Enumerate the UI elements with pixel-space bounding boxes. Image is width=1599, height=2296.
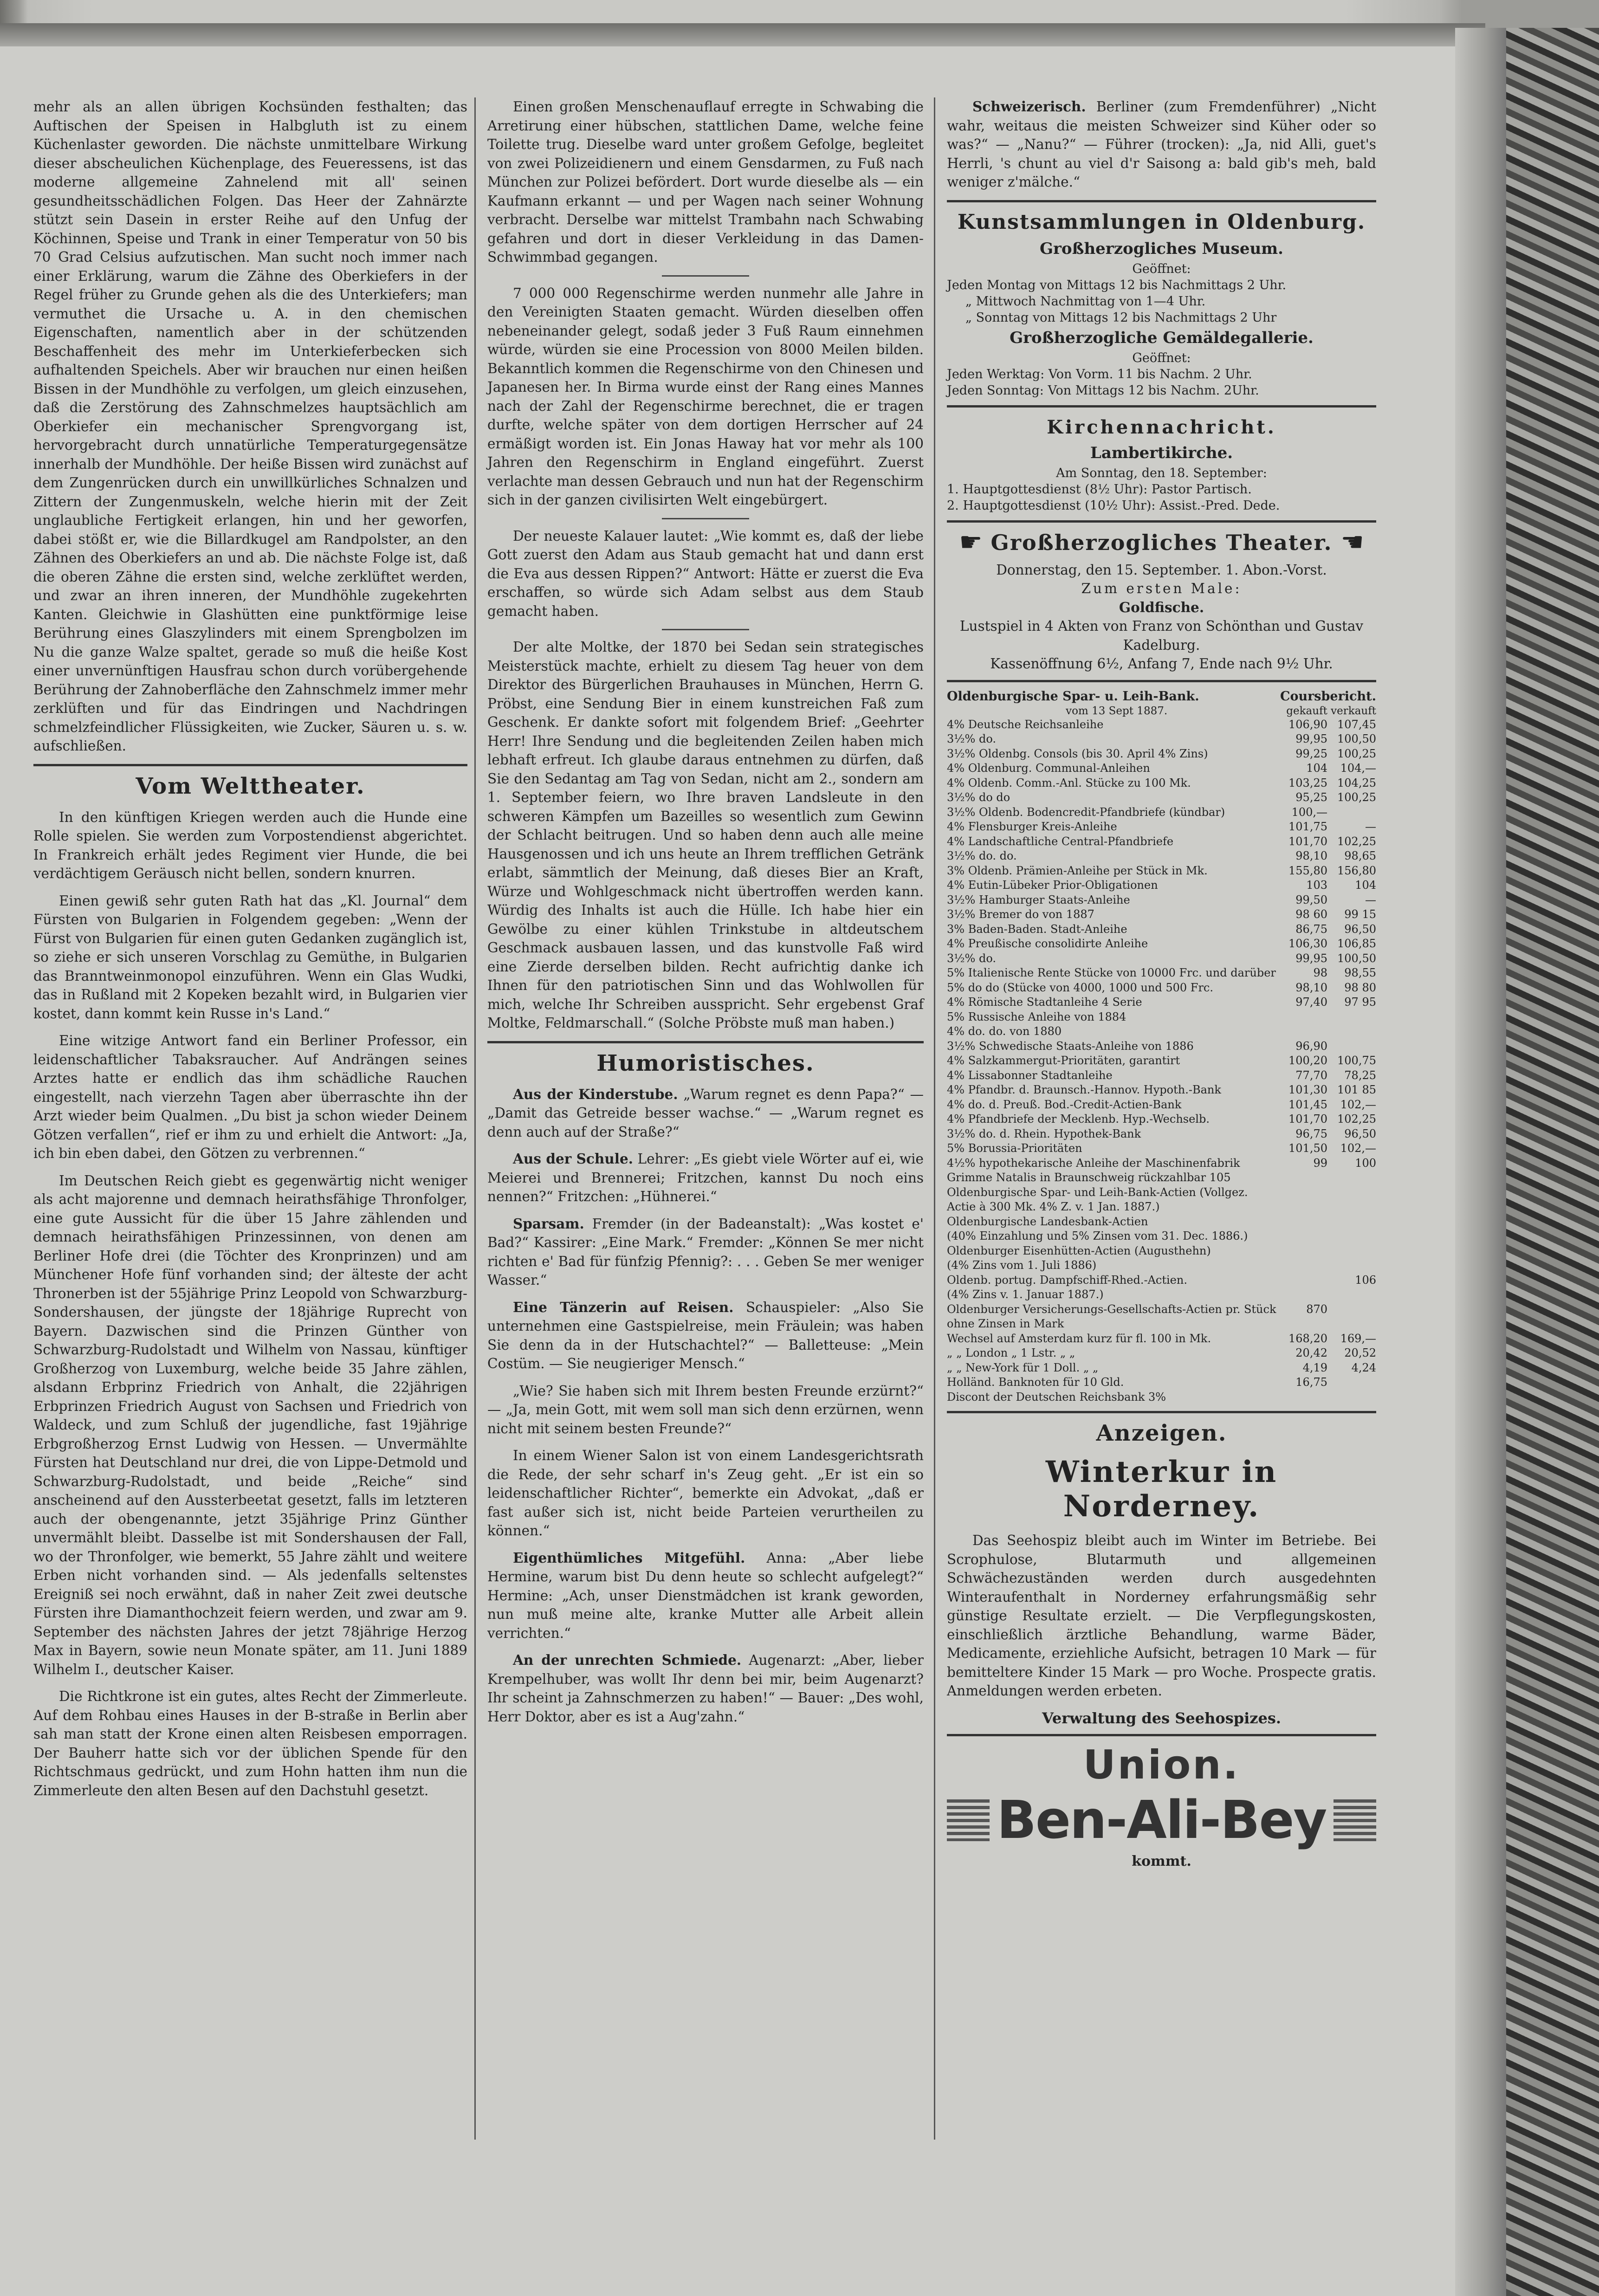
stock-row [947, 1346, 1376, 1361]
gallery-heading: Großherzogliche Gemäldegallerie. [1010, 328, 1314, 347]
divider [947, 1734, 1376, 1736]
stock-price-sold: 4,24 [1351, 1361, 1376, 1374]
divider [662, 629, 749, 630]
stock-name: (40% Einzahlung und 5% Zinsen vom 31. Dec. 1886.) [947, 1229, 1248, 1242]
stock-row [947, 1332, 1376, 1346]
stock-price-sold: 99 15 [1344, 908, 1376, 921]
stock-price-sold: 100,25 [1337, 791, 1376, 804]
stock-price-bought: 101,50 [1288, 1142, 1327, 1155]
stock-row [947, 893, 1376, 908]
ad-winterkur-text: Das Seehospiz bleibt auch im Winter im Betriebe. Bei Scrophulose, Blutarmuth und allgemeinen Schwächezuständen werden durch ausgedehnten Winteraufenthalt in Norderney erfahrungsmäßig sehr günstige Resultate erzielt. — Die Verpflegungskosten, einschließlich ärztliche Behandlung, warme Bäder, Medicamente, erziehliche Aufsicht, betragen 10 Mark — für bemitteltere Kinder 15 Mark — pro Woche. Prospecte gratis. Anmeldungen werden erbeten. [947, 1533, 1376, 1699]
stock-name: 3½% Hamburger Staats-Anleihe [947, 893, 1130, 906]
stock-name: 4% Pfandbriefe der Mecklenb. Hyp.-Wechselb. [947, 1112, 1210, 1125]
section-heading-welttheater: Vom Welttheater. [136, 773, 365, 799]
stock-price-sold [1327, 1039, 1376, 1054]
stock-price-sold [1327, 1010, 1376, 1025]
kunst-title: Kunstsammlungen in Oldenburg. [957, 210, 1366, 234]
column-rule-2 [934, 97, 935, 2140]
stock-price-bought [1279, 1258, 1327, 1273]
stock-price-sold [1327, 1258, 1376, 1273]
report-title: Coursbericht. [1280, 689, 1376, 704]
stock-price-sold: 100,25 [1337, 747, 1376, 760]
article-moltke: Der alte Moltke, der 1870 bei Sedan sein strategisches Meisterstück machte, erhielt zu diesem Tag heuer von dem Direktor des Bürgerlichen Brauhauses in München, Herrn G. Pröbst, eine Sendung Bier in einem kunstreichen Faß zum Geschenk. Er dankte sofort mit folgendem Brief: „Geehrter Herr! Ihre Sendung und die begleitenden Zeilen haben mich lebhaft erfreut. Ich glaube daraus entnehmen zu dürfen, daß Sie den Sedantag am Tag von Sedan, nicht am 2., sondern am 1. September feiern, wo Ihre braven Landsleute in den schweren Kämpfen um Bazeilles so wesentlich zum Gewinn der Schlacht beitrugen. Und so haben denn auch alle meine Hausgenossen und ich uns heute an Ihrem trefflichen Getränk erlabt, sämmtlich der Meinung, daß dieses Bier an Kraft, Würze und Wohlgeschmack nicht übertroffen werden kann. Würdig des Inhalts ist auch die Hülle. Ich habe hier ein Gewölbe zu einer kühlen Trinkstube in altdeutschem Geschmack ausbauen lassen, und das kunstvolle Faß wird eine Zierde derselben bilden. Recht aufrichtig danke ich Ihnen für den patriotischen Sinn und das Wohlwollen für mich, welche Ihr Schreiben ausspricht. Sehr ergebenst Graf Moltke, Feldmarschall.“ (Solche Pröbste muß man haben.) [487, 639, 924, 1031]
stock-price-sold: 107,45 [1337, 718, 1376, 731]
article-richtkrone: Die Richtkrone ist ein gutes, altes Recht der Zimmerleute. Auf dem Rohbau eines Hauses in der B-straße in Berlin aber sah man statt der Krone einen alten Reisbesen emporragen. Der Bauherr hatte sich vor der üblichen Spende für den Richtschmaus gedrückt, und zum Hohn hatten ihm nun die Zimmerleute den alten Besen auf den Dachstuhl gesetzt. [33, 1688, 467, 1798]
stock-price-bought: 96,90 [1295, 1039, 1327, 1053]
stock-row [947, 834, 1376, 849]
stock-price-sold: 104,— [1340, 762, 1376, 775]
stock-row [947, 1229, 1376, 1244]
joke-text: Fremder (in der Badeanstalt): „Was kostet e' Bad?“ Kassirer: „Eine Mark.“ Fremder: „Können Se mer nicht richten e' Bad für fünfzig Pfennig?: . . . Geben Se mer weniger Wasser.“ [487, 1216, 924, 1288]
stock-name: 4% Preußische consolidirte Anleihe [947, 937, 1148, 950]
stock-price-bought: 98 [1313, 966, 1327, 979]
stock-price-sold: 100,50 [1337, 732, 1376, 745]
joke-text: „Wie? Sie haben sich mit Ihrem besten Freunde erzürnt?“ — „Ja, mein Gott, mit wem soll man sich denn erzürnen, wenn nicht mit seinem besten Freunde?“ [487, 1383, 924, 1436]
stock-name: „ „ New-York für 1 Doll. „ „ [947, 1361, 1099, 1374]
stock-name: Holländ. Banknoten für 10 Gld. [947, 1376, 1124, 1389]
joke-heading: Eine Tänzerin auf Reisen. [513, 1299, 734, 1315]
stock-price-bought: 155,80 [1288, 864, 1327, 877]
stock-row [947, 1068, 1376, 1083]
column-2 [487, 97, 924, 1734]
stock-price-bought: 870 [1306, 1302, 1327, 1316]
stock-row [947, 981, 1376, 996]
ad-benali-name: Ben-Ali-Bey [997, 1790, 1327, 1850]
stock-row [947, 951, 1376, 966]
divider [487, 1041, 924, 1043]
stock-price-bought: 106,90 [1288, 718, 1327, 731]
theater-description: Lustspiel in 4 Akten von Franz von Schönthan und Gustav Kadelburg. [959, 618, 1364, 653]
stock-name: 3½% do. [947, 951, 996, 965]
theater-header [947, 529, 1376, 556]
article-cooking-heat: mehr als an allen übrigen Kochsünden festhalten; das Auftischen der Speisen in Halbgluth ist zu einem Küchenlaster geworden. Die nächste unmittelbare Wirkung dieser abscheulichen Küchenplage, des Feueressens, ist das moderne allgemeine Zahnelend mit all' seinen gesundheitsschädlichen Folgen. Das Heer der Zahnärzte stützt sein Dasein in erster Reihe auf den Unfug der Köchinnen, Speise und Trank in einer Temperatur von 50 bis 70 Grad Celsius aufzutischen. Man sucht noch immer nach einer Erklärung, warum die Zähne des Oberkiefers in der Regel früher zu Grunde gehen als die des Unterkiefers; man vermuthet die Ursache u. A. in den chemischen Eigenschaften, namentlich aber in der schützenden Beschaffenheit des mehr im Unterkieferbecken sich aufhaltenden Speichels. Aber wir brauchen nur einen heißen Bissen in der Mundhöhle zu verfolgen, um gleich einzusehen, daß die Zerstörung des Zahnschmelzes hauptsächlich am Oberkiefer ein mechanischer Sprengvorgang ist, hervorgebracht durch unnatürliche Temperaturgegensätze innerhalb der Mundhöhle. Der heiße Bissen wird zunächst auf dem Zungenrücken durch ein unwillkürliches Schnalzen und Zittern der Zungenmuskeln, welche hierin mit der Zeit unglaubliche Fertigkeit erlangen, hin und her geworfen, dabei stößt er, wie die Billardkugel am Randpolster, an den Zähnen des Oberkiefers an und ab. Die nächste Folge ist, daß die oberen Zähne die ersten sind, welche zerklüftet werden, und zwar an ihren inneren, der Mundhöhle zugekehrten Kanten. Gleichwie in Glashütten eine punktförmige leise Berührung eines Glaszylinders mit einem Sprengbolzen im Nu die ganze Walze spaltet, gerade so muß die heiße Kost einer unvernünftigen Hausfrau schon durch vorübergehende Berührung der Zahnoberfläche den Zahnschmelz immer mehr zerklüften und für das Eindringen und Nachdringen schmelzfeindlicher Flüssigkeiten, wie Zucker, Säuren u. s. w. aufschließen. [33, 99, 467, 754]
article-bulgaria: Einen gewiß sehr guten Rath hat das „Kl. Journal“ dem Fürsten von Bulgarien in Folgendem gegeben: „Wenn der Fürst von Bulgarien für einen guten Gedanken zugänglich ist, so ziehe er sich unseren Vorschlag zu Gemüthe, in Bulgarien das Branntweinmonopol einzuführen. Wenn ein Glas Wudki, das in Rußland mit 2 Kopeken bezahlt wird, in Bulgarien vier kostet, dann kommt kein Russe in's Land.“ [33, 893, 467, 1022]
stock-price-bought [1279, 1024, 1327, 1039]
stock-price-bought: 16,75 [1295, 1376, 1327, 1389]
theater-title: Großherzogliches Theater. [990, 530, 1333, 555]
stock-price-sold: 104,25 [1337, 776, 1376, 789]
stock-row [947, 995, 1376, 1010]
divider [662, 518, 749, 519]
theater-play: Goldfische. [1119, 599, 1204, 615]
stock-price-bought [1279, 1390, 1327, 1405]
stock-row [947, 1024, 1376, 1039]
stock-price-sold: 169,— [1340, 1332, 1376, 1345]
joke-text: In einem Wiener Salon ist von einem Landesgerichtsrath die Rede, der sehr scharf in's Zeug geht. „Er ist ein so leidenschaftlicher Richter“, bemerkte ein Advokat, „daß er fast außer sich ist, nicht beide Parteien verurtheilen zu können.“ [487, 1448, 924, 1539]
ad-benali-banner [947, 1790, 1376, 1850]
museum-hours-1: Jeden Montag von Mittags 12 bis Nachmittags 2 Uhr. [947, 278, 1287, 292]
stock-name: 3½% Bremer do von 1887 [947, 908, 1094, 921]
joke-heading: Eigenthümliches Mitgefühl. [513, 1549, 745, 1566]
stock-price-sold: 101 85 [1337, 1083, 1376, 1096]
stock-row [947, 790, 1376, 805]
museum-heading: Großherzogliches Museum. [1039, 239, 1283, 258]
stock-name: Oldenburgische Landesbank-Actien [947, 1215, 1148, 1228]
ad-benali-kommt: kommt. [1132, 1853, 1191, 1869]
stock-row [947, 849, 1376, 864]
divider [947, 405, 1376, 407]
stock-price-bought [1279, 1185, 1327, 1215]
stock-price-bought [1279, 1244, 1327, 1259]
gallery-open-label: Geöffnet: [1132, 350, 1191, 365]
stock-table-subheader [947, 705, 1376, 718]
stock-price-bought: 106,30 [1288, 937, 1327, 950]
divider [947, 1411, 1376, 1413]
stock-row [947, 747, 1376, 762]
stock-row [947, 761, 1376, 776]
stock-price-bought: 4,19 [1302, 1361, 1327, 1374]
joke-text: Lehrer: „Es giebt viele Wörter auf ei, wie Meierei und Brennerei; Fritzchen, kannst Du noch eins nennen?“ Fritzchen: „Hühnerei.“ [487, 1151, 924, 1204]
stock-row [947, 1390, 1376, 1405]
stock-price-sold: 98 80 [1344, 981, 1376, 994]
stock-name: 4½% hypothekarische Anleihe der Maschinenfabrik Grimme Natalis in Braunschweig rückzahlbar 105 [947, 1156, 1240, 1184]
divider [947, 520, 1376, 523]
ad-winterkur-sign: Verwaltung des Seehospizes. [1042, 1709, 1281, 1727]
stock-row [947, 937, 1376, 951]
stock-name: 4% do. d. Preuß. Bod.-Credit-Actien-Bank [947, 1098, 1182, 1111]
stock-row [947, 966, 1376, 981]
stock-row [947, 1010, 1376, 1025]
stock-price-sold [1327, 1302, 1376, 1332]
stock-price-bought: 95,25 [1295, 791, 1327, 804]
church-service-1: 1. Hauptgottesdienst (8½ Uhr): Pastor Partisch. [947, 482, 1252, 497]
stock-price-sold: 78,25 [1344, 1068, 1376, 1082]
stock-name: „ „ London „ 1 Lstr. „ „ [947, 1346, 1075, 1359]
article-dogs: In den künftigen Kriegen werden auch die Hunde eine Rolle spielen. Sie werden zum Vorpostendienst abgerichtet. In Frankreich erhält jedes Regiment vier Hunde, die bei verdächtigem Geräusch nicht bellen, sondern knurren. [33, 809, 467, 881]
stock-name: 3½% do. do. [947, 849, 1017, 862]
divider [33, 764, 467, 766]
stock-price-bought: 101,45 [1288, 1098, 1327, 1111]
stock-price-sold [1327, 1215, 1376, 1229]
stock-row [947, 805, 1376, 820]
stock-name: 3½% do. [947, 732, 996, 745]
stock-row [947, 1054, 1376, 1068]
divider [947, 680, 1376, 682]
stock-table [947, 718, 1376, 1405]
stock-price-sold: 106,85 [1337, 937, 1376, 950]
joke-heading: Aus der Kinderstube. [513, 1086, 678, 1102]
church-title: Kirchennachricht. [1047, 416, 1276, 438]
stock-price-sold: — [1365, 893, 1376, 906]
pointing-hand-left-icon: ☚ [1340, 527, 1364, 557]
joke-heading: Aus der Schule. [513, 1151, 634, 1167]
stock-name: (4% Zins v. 1. Januar 1887.) [947, 1288, 1104, 1301]
stock-name: Oldenburgische Spar- und Leih-Bank-Actien (Vollgez. Actie à 300 Mk. 4% Z. v. 1 Jan. 1887.) [947, 1185, 1248, 1213]
stock-name: 4% Deutsche Reichsanleihe [947, 718, 1104, 731]
stock-name: 4% Oldenburg. Communal-Anleihen [947, 762, 1150, 775]
article-tobacco: Eine witzige Antwort fand ein Berliner Professor, ein leidenschaftlicher Tabaksraucher. Auf Andrängen seines Arztes hatte er endlich das ihm schädliche Rauchen eingestellt, nach vierzehn Tagen aber überraschte ihn der Arzt wieder beim Qualmen. „Du bist ja schon wieder Deinem Götzen verfallen“, rief er ihm zu und erhielt die Antwort: „Ja, ich bin eben dabei, den Götzen zu verbrennen.“ [33, 1033, 467, 1161]
article-kalauer: Der neueste Kalauer lautet: „Wie kommt es, daß der liebe Gott zuerst den Adam aus Staub gemacht hat und dann erst die Eva aus dessen Rippen?“ Antwort: Hätte er zuerst die Eva erschaffen, so würde sich Adam selbst aus dem Staub gemacht haben. [487, 528, 924, 619]
stock-price-sold: — [1365, 820, 1376, 833]
stock-name: 4% Flensburger Kreis-Anleihe [947, 820, 1117, 833]
stock-price-sold: 98,55 [1344, 966, 1376, 979]
museum-open-label: Geöffnet: [1132, 261, 1191, 276]
stock-price-bought [1279, 1229, 1327, 1244]
column-3 [947, 97, 1376, 1871]
stock-price-sold [1327, 1375, 1376, 1390]
stock-price-sold: 98,65 [1344, 849, 1376, 862]
stock-row [947, 907, 1376, 922]
stock-row [947, 1244, 1376, 1259]
stock-price-sold: 100,75 [1337, 1054, 1376, 1067]
joke-text: Anna: „Aber liebe Hermine, warum bist Du denn heute so schlecht aufgelegt?“ Hermine: „Ach, unser Dienstmädchen ist krank geworden, nun muß meine alte, kranke Mutter alle Arbeit allein verrichten.“ [487, 1550, 924, 1641]
stock-row [947, 1361, 1376, 1376]
column-rule-1 [474, 97, 476, 2140]
stock-row [947, 1039, 1376, 1054]
col-sold-label: verkauft [1331, 705, 1376, 717]
stock-name: 4% Eutin-Lübeker Prior-Obligationen [947, 879, 1158, 892]
stock-name: 5% Italienische Rente Stücke von 10000 Frc. und darüber [947, 966, 1276, 979]
stock-price-bought: 86,75 [1295, 922, 1327, 936]
pointing-hand-right-icon: ☛ [959, 527, 983, 557]
stock-name: 3% Oldenb. Prämien-Anleihe per Stück in Mk. [947, 864, 1208, 877]
stock-row [947, 820, 1376, 834]
joke-heading: Schweizerisch. [972, 98, 1086, 115]
stock-name: 3½% do do [947, 791, 1010, 804]
stock-price-sold [1327, 805, 1376, 820]
stock-price-sold [1327, 1287, 1376, 1302]
stock-price-bought: 98,10 [1295, 849, 1327, 862]
stock-price-sold: 156,80 [1337, 864, 1376, 877]
stock-price-bought: 101,30 [1288, 1083, 1327, 1096]
stock-price-sold [1327, 1244, 1376, 1259]
article-schwabing: Einen großen Menschenauflauf erregte in Schwabing die Arretirung einer hübschen, stattlichen Dame, welche feine Toilette trug. Dieselbe ward unter großem Gefolge, begleitet von zwei Polizeidienern und einem Gensdarmen, zu Fuß nach München zur Polizei befördert. Dort wurde dieselbe als — ein Kaufmann erkannt — und per Wagen nach seiner Wohnung verbracht. Derselbe war mittelst Trambahn nach Schwabing gefahren und dort in dieser Verkleidung in das Damen-Schwimmbad gegangen. [487, 99, 924, 265]
article-umbrellas: 7 000 000 Regenschirme werden nunmehr alle Jahre in den Vereinigten Staaten gemacht. Würden dieselben offen nebeneinander gelegt, sodaß jeder 3 Fuß Raum einnehmen würde, würden sie eine Procession von 8000 Meilen bilden. Bekanntlich kommen die Regenschirme von den Chinesen und Japanesen her. In Birma wurde einst der Rang eines Mannes nach der Zahl der Regenschirme berechnet, die er tragen durfte, welche später von dem dortigen Herrscher auf 24 ermäßigt worden ist. Ein Jonas Haway hat vor mehr als 100 Jahren den Regenschirm in England eingeführt. Zuerst verlachte man dessen Gebrauch und nun hat der Regenschirm sich in der ganzen civilisirten Welt eingebürgert. [487, 285, 924, 508]
stock-name: 3½% do. d. Rhein. Hypothek-Bank [947, 1127, 1141, 1140]
stock-price-sold: 102,— [1340, 1142, 1376, 1155]
stock-name: 4% Römische Stadtanleihe 4 Serie [947, 996, 1142, 1009]
stock-price-sold: 102,25 [1337, 1112, 1376, 1125]
stock-price-sold: 102,25 [1337, 834, 1376, 848]
stock-row [947, 1273, 1376, 1288]
stock-name: 3½% Oldenbg. Consols (bis 30. April 4% Zins) [947, 747, 1208, 760]
stock-price-bought: 98,10 [1295, 981, 1327, 994]
stock-price-sold: 96,50 [1344, 922, 1376, 936]
stock-name: 3½% Schwedische Staats-Anleihe von 1886 [947, 1039, 1194, 1053]
stock-price-bought: 100,20 [1288, 1054, 1327, 1067]
page-edge [1455, 28, 1506, 2296]
stock-price-bought: 100,— [1291, 805, 1327, 819]
stock-row [947, 718, 1376, 732]
stock-row [947, 1112, 1376, 1127]
stock-row [947, 732, 1376, 747]
stock-name: 5% Borussia-Prioritäten [947, 1142, 1082, 1155]
stock-price-bought: 77,70 [1295, 1068, 1327, 1082]
book-binding [1506, 28, 1599, 2296]
stock-price-sold [1327, 1390, 1376, 1405]
stock-name: Wechsel auf Amsterdam kurz für fl. 100 in Mk. [947, 1332, 1211, 1345]
stock-price-bought [1279, 1287, 1327, 1302]
stock-price-bought: 99,95 [1295, 951, 1327, 965]
stock-price-sold: 100,50 [1337, 951, 1376, 965]
stock-price-bought: 101,70 [1288, 834, 1327, 848]
gallery-hours-2: Jeden Sonntag: Von Mittags 12 bis Nachm. 2Uhr. [947, 383, 1259, 398]
stock-price-sold [1327, 1229, 1376, 1244]
stock-row [947, 1083, 1376, 1098]
stock-price-bought: 98 60 [1295, 908, 1327, 921]
stock-price-sold: 97 95 [1344, 996, 1376, 1009]
stock-row [947, 1375, 1376, 1390]
stock-price-bought: 168,20 [1288, 1332, 1327, 1345]
stock-table-header [947, 689, 1376, 705]
museum-hours-3: „ Sonntag von Mittags 12 bis Nachmittags 2 Uhr [965, 310, 1277, 325]
page-top-shadow [0, 23, 1485, 46]
article-heirs: Im Deutschen Reich giebt es gegenwärtig nicht weniger als acht majorenne und demnach heirathsfähige Thronfolger, eine gute Aussicht für die über 15 Jahre zählenden und demnach heirathsfähigen Prinzessinnen, von denen am Berliner Hofe drei (die Töchter des Kronprinzen) und am Münchener Hofe fünf vorhanden sind; der älteste der acht Thronerben ist der 55jährige Prinz Leopold von Schwarzburg-Sondershausen, der jüngste der 18jährige Ruprecht von Bayern. Dazwischen sind die Prinzen Günther von Schwarzburg-Rudolstadt und Wilhelm von Nassau, künftiger Großherzog von Luxemburg, welche beide 35 Jahre zählen, alsdann Erbprinz Friedrich von Anhalt, die 22jährigen Erbprinzen Friedrich August von Sachsen und Friedrich von Waldeck, und zum Schluß der jugendliche, fast 19jährige Erbgroßherzog Ernst Ludwig von Hessen. — Unvermählte Fürsten hat Deutschland nur drei, die von Lippe-Detmold und Schwarzburg-Rudolstadt, und beide „Reiche“ sind anscheinend auf den Aussterbeetat gesetzt, falls im letzteren auch der obengenannte, jetzt 35jährige Prinz Günther unvermählt bleibt. Dasselbe ist mit Sondershausen der Fall, wo der Thronfolger, wie bemerkt, 55 Jahre zählt und weitere Erben nicht vorhanden sind. — Als jedenfalls seltenstes Ereigniß sei noch erwähnt, daß in naher Zeit zwei deutsche Fürsten ihre Diamanthochzeit feiern werden, und zwar am 9. September des nächsten Jahres der jetzt 78jährige Herzog Max in Bayern, sowie neun Monate später, am 11. Juni 1889 Wilhelm I., deutscher Kaiser. [33, 1172, 467, 1677]
stock-row [947, 1127, 1376, 1142]
church-date: Am Sonntag, den 18. September: [1056, 466, 1267, 480]
stock-name: Discont der Deutschen Reichsbank 3% [947, 1390, 1166, 1403]
museum-hours-2: „ Mittwoch Nachmittag von 1—4 Uhr. [965, 294, 1206, 309]
stock-name: Oldenb. portug. Dampfschiff-Rhed.-Actien. [947, 1273, 1187, 1287]
stock-price-bought: 99,95 [1295, 732, 1327, 745]
stock-row [947, 1141, 1376, 1156]
stock-row [947, 1302, 1376, 1332]
stock-name: 4% Landschaftliche Central-Pfandbriefe [947, 834, 1174, 848]
col-bought-label: gekauft [1286, 705, 1327, 717]
stock-row [947, 864, 1376, 879]
stock-name: 5% do do (Stücke von 4000, 1000 und 500 Frc. [947, 981, 1213, 994]
joke-text: Augenarzt: „Aber, lieber Krempelhuber, was wollt Ihr denn bei mir, beim Augenarzt? Ihr scheint ja Zahnschmerzen zu haben!“ — Bauer: „Des wohl, Herr Doktor, aber es ist a Aug'zahn.“ [487, 1652, 924, 1725]
gallery-hours-1: Jeden Werktag: Von Vorm. 11 bis Nachm. 2 Uhr. [947, 367, 1252, 382]
stock-price-bought: 20,42 [1295, 1346, 1327, 1359]
report-date: vom 13 Sept 1887. [1066, 705, 1168, 717]
banner-stripes-right [1334, 1799, 1376, 1841]
stock-price-bought [1279, 1010, 1327, 1025]
stock-name: (4% Zins vom 1. Juli 1886) [947, 1259, 1097, 1272]
stock-price-bought [1279, 1215, 1327, 1229]
church-subtitle: Lambertikirche. [1090, 443, 1233, 462]
stock-price-sold [1327, 1185, 1376, 1215]
joke-text: Berliner (zum Fremdenführer) „Nicht wahr, weitaus die meisten Schweizer sind Küher oder so was?“ — „Nanu?“ — Führer (trocken): „Ja, nid Alli, guet's Herrli, 's chunt au viel d'r Saisong a: bald gib's meh, bald weniger z'mälche.“ [947, 99, 1376, 190]
bank-name: Oldenburgische Spar- u. Leih-Bank. [947, 689, 1199, 704]
stock-name: Oldenburger Versicherungs-Gesellschafts-Actien pr. Stück ohne Zinsen in Mark [947, 1302, 1276, 1330]
divider [947, 200, 1376, 202]
stock-price-bought: 103,25 [1288, 776, 1327, 789]
stock-price-sold: 20,52 [1344, 1346, 1376, 1359]
joke-heading: An der unrechten Schmiede. [513, 1652, 742, 1668]
stock-name: 4% do. do. von 1880 [947, 1025, 1062, 1038]
banner-stripes-left [947, 1799, 990, 1841]
stock-price-sold: 102,— [1340, 1098, 1376, 1111]
stock-price-bought: 104 [1306, 762, 1327, 775]
stock-price-bought: 96,75 [1295, 1127, 1327, 1140]
stock-price-sold [1327, 1024, 1376, 1039]
stock-row [947, 878, 1376, 893]
stock-price-bought: 99 [1313, 1156, 1327, 1170]
ads-heading: Anzeigen. [1096, 1420, 1227, 1446]
stock-price-bought: 97,40 [1295, 996, 1327, 1009]
joke-text: „Warum regnet es denn Papa?“ — „Damit das Getreide besser wachse.“ — „Warum regnet es denn auch auf der Straße?“ [487, 1086, 924, 1140]
section-heading-humor: Humoristisches. [596, 1050, 815, 1076]
stock-price-bought: 101,70 [1288, 1112, 1327, 1125]
stock-row [947, 1287, 1376, 1302]
joke-text: Schauspieler: „Also Sie unternehmen eine Gastspielreise, mein Fräulein; was haben Sie denn da in der Hutschachtel?“ — Balletteuse: „Mein Costüm. — Sie neugieriger Mensch.“ [487, 1299, 924, 1371]
stock-row [947, 1185, 1376, 1215]
stock-name: 3½% Oldenb. Bodencredit-Pfandbriefe (kündbar) [947, 805, 1225, 819]
stock-name: 5% Russische Anleihe von 1884 [947, 1010, 1126, 1023]
stock-price-bought: 99,50 [1295, 893, 1327, 906]
stock-name: 3% Baden-Baden. Stadt-Anleihe [947, 922, 1127, 936]
stock-name: 4% Lissabonner Stadtanleihe [947, 1068, 1113, 1082]
ad-winterkur-title: Winterkur in Norderney. [1045, 1455, 1278, 1524]
stock-price-bought: 99,25 [1295, 747, 1327, 760]
theater-premiere: Zum ersten Male: [1081, 581, 1242, 596]
theater-date: Donnerstag, den 15. September. 1. Abon.-Vorst. [996, 562, 1327, 578]
stock-price-bought: 101,75 [1288, 820, 1327, 833]
stock-name: 4% Oldenb. Comm.-Anl. Stücke zu 100 Mk. [947, 776, 1191, 789]
joke-heading: Sparsam. [513, 1215, 584, 1232]
stock-row [947, 1156, 1376, 1185]
theater-times: Kassenöffnung 6½, Anfang 7, Ende nach 9½ Uhr. [990, 656, 1333, 672]
stock-name: 4% Pfandbr. d. Braunsch.-Hannov. Hypoth.-Bank [947, 1083, 1221, 1096]
stock-price-bought: 103 [1306, 879, 1327, 892]
column-1 [33, 97, 467, 1808]
stock-name: Oldenburger Eisenhütten-Actien (Augusthehn) [947, 1244, 1211, 1257]
stock-price-bought [1279, 1273, 1327, 1288]
stock-price-sold: 100 [1355, 1156, 1376, 1170]
stock-row [947, 1258, 1376, 1273]
church-service-2: 2. Hauptgottesdienst (10½ Uhr): Assist.-Pred. Dede. [947, 498, 1280, 513]
stock-price-sold: 104 [1355, 879, 1376, 892]
stock-name: 4% Salzkammergut-Prioritäten, garantirt [947, 1054, 1180, 1067]
stock-price-sold: 96,50 [1344, 1127, 1376, 1140]
stock-price-sold: 106 [1355, 1273, 1376, 1287]
stock-row [947, 1215, 1376, 1229]
stock-row [947, 1098, 1376, 1112]
divider [662, 275, 749, 277]
stock-row [947, 922, 1376, 937]
stock-row [947, 776, 1376, 791]
ad-union-title: Union. [1083, 1742, 1240, 1788]
